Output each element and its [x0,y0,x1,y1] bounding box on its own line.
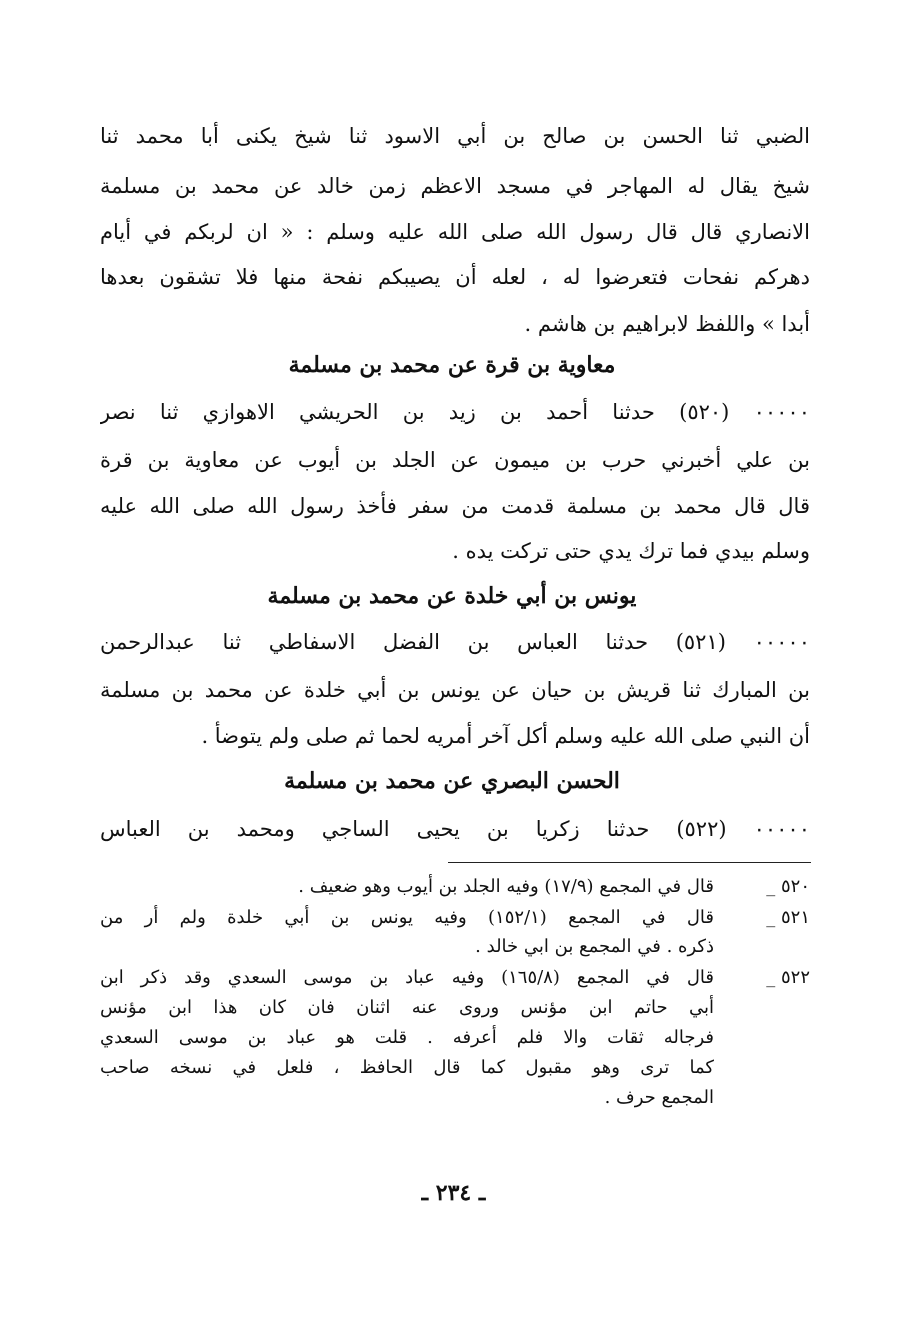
footnote-line: قال في المجمع (١٥٢/١) وفيه يونس بن أبي خلدة ولم أر من [100,907,714,928]
footnote-line: قال في المجمع (١٦٥/٨) وفيه عباد بن موسى السعدي وقد ذكر ابن [100,967,714,988]
footnote-line: قال في المجمع (١٧/٩) وفيه الجلد بن أيوب وهو ضعيف . [298,876,714,897]
text-line: بن علي أخبرني حرب بن ميمون عن الجلد بن أيوب عن معاوية بن قرة [100,448,810,472]
text-line: شيخ يقال له المهاجر في مسجد الاعظم زمن خالد عن محمد بن مسلمة [100,174,810,198]
footnote-number: ٥٢٠ _ [766,876,810,897]
footnote-line: المجمع حرف . [604,1087,714,1108]
footnote-line: ذكره . في المجمع بن ابي خالد . [475,936,714,957]
text-line: أبدا » واللفظ لابراهيم بن هاشم . [524,312,810,336]
footnote-number: ٥٢٢ _ [766,967,810,988]
text-line: ٠٠٠٠٠ (٥٢٠) حدثنا أحمد بن زيد بن الحريشي الاهوازي ثنا نصر [100,400,810,424]
page-number: ـ ٢٣٤ ـ [421,1180,486,1206]
footnote [100,963,810,1113]
text-line: الضبي ثنا الحسن بن صالح بن أبي الاسود ثنا شيخ يكنى أبا محمد ثنا [100,124,810,148]
footnote-line: فرجاله ثقات والا فلم أعرفه . قلت هو عباد بن موسى السعدي [100,1027,714,1048]
footnote-line: كما ترى وهو مقبول كما قال الحافظ ، فلعل في نسخه صاحب [100,1057,714,1078]
footnote-line: أبي حاتم ابن مؤنس وروى عنه اثنان فان كان هذا ابن مؤنس [100,997,714,1018]
text-line: قال قال محمد بن مسلمة قدمت من سفر فأخذ رسول الله صلى الله عليه [100,494,810,518]
text-line: دهركم نفحات فتعرضوا له ، لعله أن يصيبكم نفحة منها فلا تشقون بعدها [100,265,810,289]
text-line: الانصاري قال قال رسول الله صلى الله عليه وسلم : « ان لربكم في أيام [100,220,810,244]
text-line: وسلم بيدي فما ترك يدي حتى تركت يده . [452,539,810,563]
footnote [100,903,810,961]
footnote-divider [448,862,811,863]
footnote-number: ٥٢١ _ [766,907,810,928]
section-heading: معاوية بن قرة عن محمد بن مسلمة [288,352,616,378]
section-heading: يونس بن أبي خلدة عن محمد بن مسلمة [267,583,637,609]
text-line: ٠٠٠٠٠ (٥٢٢) حدثنا زكريا بن يحيى الساجي ومحمد بن العباس [100,817,810,841]
footnote [100,872,810,901]
text-line: بن المبارك ثنا قريش بن حيان عن يونس بن أبي خلدة عن محمد بن مسلمة [100,678,810,702]
text-line: ٠٠٠٠٠ (٥٢١) حدثنا العباس بن الفضل الاسفاطي ثنا عبدالرحمن [100,630,810,654]
section-heading: الحسن البصري عن محمد بن مسلمة [284,768,620,794]
text-line: أن النبي صلى الله عليه وسلم أكل آخر أمريه لحما ثم صلى ولم يتوضأ . [201,724,810,748]
